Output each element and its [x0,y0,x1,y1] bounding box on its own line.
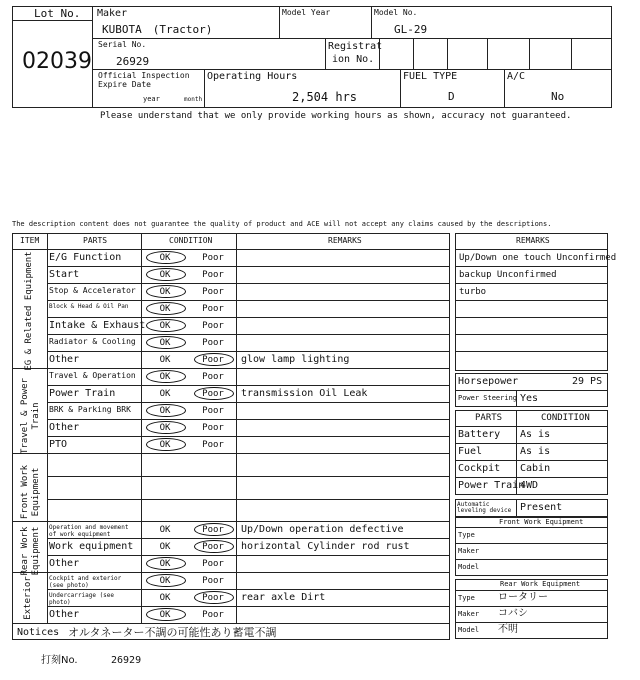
part-label: Travel & Operation [49,371,136,380]
part-name: Power Train [458,480,525,491]
row-divider [47,266,450,267]
part-label: Operation and movement of work equipment [49,524,129,538]
row-divider [47,385,450,386]
remarks-divider [455,351,608,352]
divider [12,249,450,250]
part-condition: 4WD [520,480,539,491]
part-label: Other [49,354,80,365]
poor-option: Poor [202,389,224,399]
remarks-divider [455,317,608,318]
row-divider [47,499,450,500]
auto-leveling-value: Present [520,502,563,513]
horsepower-value: 29 PS [572,376,603,387]
fuel-type-label: FUEL TYPE [403,71,458,82]
registration-label: ion No. [332,54,375,65]
poor-option: Poor [202,253,224,263]
part-condition: As is [520,429,551,440]
remark-text: Up/Down operation defective [241,524,404,535]
ok-circle [146,251,186,264]
lot-no-value: 02039 [22,49,92,74]
parts-divider [455,477,608,478]
ok-option: OK [159,542,171,552]
ok-circle [146,608,186,621]
divider [504,69,505,108]
equip-divider [455,559,608,560]
remarks-divider [455,334,608,335]
ok-option: OK [159,559,171,569]
notices-value: オルタネーター不調の可能性あり蓄電不調 [68,626,277,639]
serial-no-value: 26929 [116,55,150,68]
poor-option: Poor [202,593,224,603]
part-label: Radiator & Cooling [49,337,136,346]
divider [455,390,608,391]
ok-circle [146,336,186,349]
ok-circle [146,421,186,434]
parts-divider [455,443,608,444]
ok-circle [146,404,186,417]
model-no-value: GL-29 [394,23,428,36]
remarks-divider [455,249,608,250]
poor-option: Poor [202,559,224,569]
rear-equipment-header: Rear Work Equipment [500,580,581,588]
part-label: Start [49,269,80,280]
ok-circle [146,557,186,570]
group-label-eg: EG & Related Equipment [24,251,34,371]
part-label: PTO [49,439,68,450]
poor-option: Poor [202,542,224,552]
operating-hours-label: Operating Hours [207,71,298,82]
ok-option: OK [159,406,171,416]
group-label-front: Front Work Equipment [20,464,41,520]
poor-option: Poor [202,287,224,297]
month-label: month [184,96,203,103]
registration-label: Registrat [328,41,383,52]
row-divider [47,538,450,539]
power-steering-label: Power Steering [458,394,518,402]
stamp-label: 打刻No. [41,655,78,666]
group-separator [12,572,450,573]
equip-value: ロータリー [498,592,548,603]
right-remark-text: backup Unconfirmed [459,270,557,280]
poor-option: Poor [202,355,224,365]
ok-option: OK [159,610,171,620]
group-label-rear: Rear Work Equipment [20,526,41,576]
poor-option: Poor [202,270,224,280]
divider [12,20,92,21]
equip-divider [455,527,608,528]
group-separator [12,453,450,454]
equip-value: 不明 [498,624,518,635]
fuel-type-value: D [448,90,455,103]
col-condition-header: CONDITION [169,236,213,245]
right-remark-text: turbo [459,287,487,297]
poor-option: Poor [202,406,224,416]
row-divider [47,351,450,352]
poor-option: Poor [202,338,224,348]
poor-circle [194,591,234,604]
remarks-divider [455,300,608,301]
part-label: Stop & Accelerator [49,286,136,295]
divider [529,38,530,69]
divider [487,38,488,69]
ok-option: OK [159,576,171,586]
right-remark-text: Up/Down one touch Unconfirmed [459,253,617,263]
divider [236,233,237,623]
ok-circle [146,370,186,383]
ok-circle [146,438,186,451]
equip-divider [455,543,608,544]
row-divider [47,419,450,420]
ok-circle [146,319,186,332]
col-parts-header: PARTS [83,236,108,245]
poor-option: Poor [202,525,224,535]
poor-option: Poor [202,576,224,586]
group-separator [12,521,450,522]
part-label: BRK & Parking BRK [49,405,131,414]
front-equipment-header: Front Work Equipment [499,518,584,526]
parts-divider [455,460,608,461]
poor-circle [194,387,234,400]
year-label: year [143,95,160,103]
horsepower-label: Horsepower [458,376,519,387]
remark-text: transmission Oil Leak [241,388,368,399]
poor-option: Poor [202,372,224,382]
ok-option: OK [159,423,171,433]
ok-option: OK [159,338,171,348]
equip-label: Type [458,594,475,602]
ok-circle [146,302,186,315]
divider [92,69,612,70]
part-label: E/G Function [49,252,122,263]
inspection-label: Expire Date [98,80,151,89]
divider [92,38,612,39]
lot-no-label: Lot No. [34,7,81,20]
row-divider [47,606,450,607]
part-name: Fuel [458,446,483,457]
ok-option: OK [159,355,171,365]
divider [204,69,205,108]
group-label-exterior: Exterior [23,576,33,620]
remark-text: rear axle Dirt [241,592,326,603]
ok-option: OK [159,253,171,263]
divider [141,233,142,623]
equip-label: Maker [458,610,480,618]
divider [571,38,572,69]
row-divider [47,334,450,335]
row-divider [47,402,450,403]
col-remarks-header: REMARKS [328,236,362,245]
ac-label: A/C [507,71,526,82]
group-separator [12,368,450,369]
ok-circle [146,285,186,298]
equip-label: Model [458,626,480,634]
maker-value: KUBOTA (Tractor) [102,23,213,36]
divider [92,6,93,108]
serial-no-label: Serial No. [98,40,147,49]
ok-option: OK [159,593,171,603]
ok-option: OK [159,440,171,450]
ok-option: OK [159,270,171,280]
part-label: Intake & Exhaust [49,320,146,331]
ok-option: OK [159,389,171,399]
working-hours-notice: Please understand that we only provide working hours as shown, accuracy not guaranteed. [100,111,572,121]
row-divider [47,476,450,477]
ok-option: OK [159,321,171,331]
divider [400,69,401,108]
poor-option: Poor [202,304,224,314]
poor-option: Poor [202,423,224,433]
remarks-divider [455,283,608,284]
row-divider [47,317,450,318]
part-condition: As is [520,446,551,457]
model-year-label: Model Year [282,8,331,17]
part-name: Battery [458,429,501,440]
remark-text: glow lamp lighting [241,354,350,365]
part-label: Block & Head & Oil Pan [49,303,129,310]
auto-leveling-label: Automatic leveling device [457,501,512,514]
equip-label: Type [458,531,475,539]
operating-hours-value: 2,504 hrs [292,90,358,104]
ac-value: No [551,90,565,103]
divider [447,38,448,69]
parts-divider [455,426,608,427]
row-divider [47,300,450,301]
poor-option: Poor [202,440,224,450]
poor-circle [194,353,234,366]
ok-option: OK [159,525,171,535]
right-remarks-header: REMARKS [516,236,550,245]
equip-label: Model [458,563,480,571]
condition-header: CONDITION [541,413,590,423]
part-label: Other [49,558,80,569]
group-label-travel: Travel & Power Train [20,378,41,454]
poor-option: Poor [202,610,224,620]
equip-label: Maker [458,547,480,555]
remark-text: horizontal Cylinder rod rust [241,541,410,552]
ok-circle [146,268,186,281]
row-divider [47,555,450,556]
poor-circle [194,540,234,553]
divider [516,499,517,517]
row-divider [47,589,450,590]
divider [47,233,48,623]
ok-option: OK [159,304,171,314]
part-label: Undercarriage (see photo) [49,592,115,606]
poor-circle [194,523,234,536]
divider [371,6,372,38]
row-divider [47,436,450,437]
part-label: Power Train [49,388,116,399]
part-label: Other [49,422,80,433]
ok-option: OK [159,287,171,297]
divider [279,6,280,38]
equip-divider [455,622,608,623]
group-separator [12,623,450,624]
maker-label: Maker [97,8,128,19]
model-no-label: Model No. [374,8,418,17]
part-label: Work equipment [49,541,134,552]
stamp-value: 26929 [111,655,142,666]
parts-header: PARTS [475,413,503,423]
part-condition: Cabin [520,463,551,474]
divider [413,38,414,69]
disclaimer-text: The description content does not guarantee the quality of product and ACE will not accept any claims caused by the descriptions. [12,220,552,228]
notices-label: Notices [17,627,60,638]
ok-circle [146,574,186,587]
inspection-label: Official Inspection [98,71,190,80]
equip-divider [455,590,608,591]
divider [325,38,326,69]
equip-value: コバシ [498,608,528,619]
power-steering-value: Yes [520,393,539,404]
part-label: Cockpit and exterior (see photo) [49,575,122,589]
equip-divider [455,606,608,607]
ok-option: OK [159,372,171,382]
row-divider [47,283,450,284]
col-item-header: ITEM [20,236,40,245]
remarks-divider [455,266,608,267]
part-name: Cockpit [458,463,501,474]
part-label: Other [49,609,80,620]
poor-option: Poor [202,321,224,331]
